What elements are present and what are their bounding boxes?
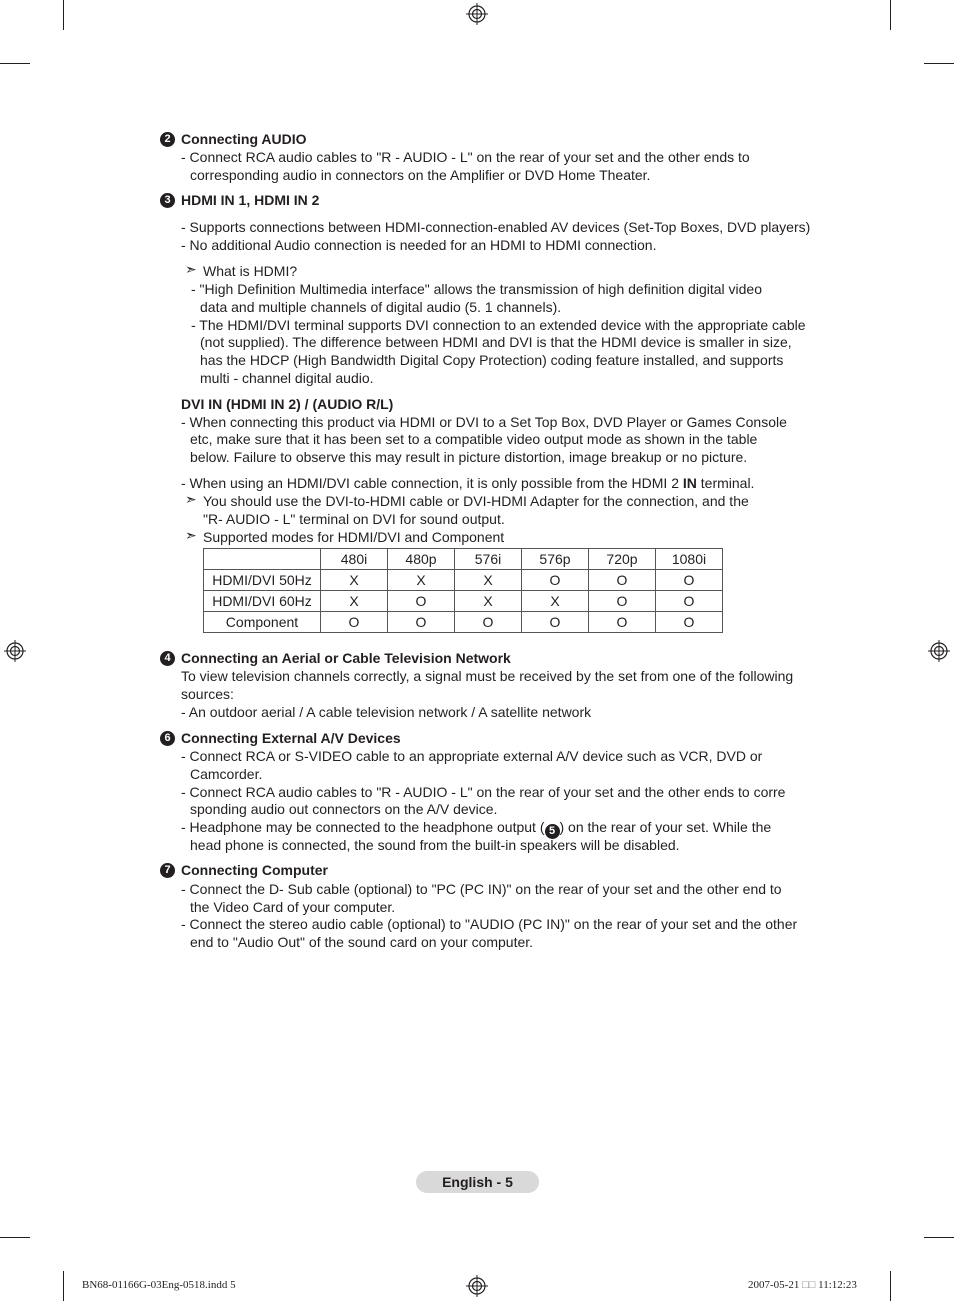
section-number-badge: 3 (160, 193, 175, 208)
table-row (204, 591, 723, 612)
table-cell: X (321, 570, 388, 591)
table-cell: X (321, 591, 388, 612)
body-line: the Video Card of your computer. (190, 899, 396, 915)
body-line: sponding audio out connectors on the A/V device. (190, 801, 498, 817)
body-line: has the HDCP (High Bandwidth Digital Copy Protection) coding feature installed, and supports (200, 352, 784, 368)
table-header-row (204, 549, 723, 570)
table-cell: Component (204, 612, 321, 633)
table-cell: O (589, 591, 656, 612)
section-number-badge: 6 (160, 731, 175, 746)
table-row (204, 612, 723, 633)
body-line: You should use the DVI-to-HDMI cable or DVI-HDMI Adapter for the connection, and the (203, 493, 749, 509)
body-text: - When using an HDMI/DVI cable connection, it is only possible from the HDMI 2 (181, 475, 683, 491)
note-arrow-icon: ➣ (185, 261, 197, 277)
section-title: Connecting Computer (181, 862, 328, 878)
body-line: Camcorder. (190, 766, 263, 782)
supported-modes-table (203, 548, 723, 633)
body-text: ) on the rear of your set. While the (559, 819, 772, 835)
table-cell: X (455, 591, 522, 612)
headphone-output-number-badge: 5 (545, 824, 560, 839)
footer-timestamp (748, 1279, 857, 1291)
table-header-cell: 480p (388, 549, 455, 570)
body-line: data and multiple channels of digital audio (5. 1 channels). (200, 299, 562, 315)
table-cell: O (388, 612, 455, 633)
table-cell: X (388, 570, 455, 591)
body-line: - Supports connections between HDMI-connection-enabled AV devices (Set-Top Boxes, DVD players) (181, 219, 811, 235)
footer-file-name: BN68-01166G-03Eng-0518.indd 5 (82, 1279, 236, 1291)
page-number-badge: English - 5 (416, 1171, 539, 1193)
body-line: (not supplied). The difference between HDMI and DVI is that the HDMI device is smaller in size, (200, 334, 792, 350)
body-text: terminal. (696, 475, 755, 491)
body-line: - Connect the stereo audio cable (optional) to "AUDIO (PC IN)" on the rear of your set and the other (181, 916, 798, 932)
body-line: - No additional Audio connection is needed for an HDMI to HDMI connection. (181, 237, 657, 253)
table-row (204, 570, 723, 591)
section-title: Connecting AUDIO (181, 131, 307, 147)
body-line: - Connect RCA audio cables to "R - AUDIO - L" on the rear of your set and the other ends to corre (181, 784, 786, 800)
body-line: To view television channels correctly, a signal must be received by the set from one of the following (181, 668, 794, 684)
table-cell: X (455, 570, 522, 591)
body-line: Supported modes for HDMI/DVI and Component (203, 529, 505, 545)
body-line: multi - channel digital audio. (200, 370, 374, 386)
footer-time: 11:12:23 (818, 1279, 857, 1291)
body-line: - Connect the D- Sub cable (optional) to "PC (PC IN)" on the rear of your set and the other end to (181, 881, 782, 897)
table-cell: O (656, 570, 723, 591)
terminal-name: IN (682, 475, 697, 491)
section-number-badge: 7 (160, 863, 175, 878)
crop-mark (63, 0, 64, 30)
body-line: - An outdoor aerial / A cable television network / A satellite network (181, 704, 592, 720)
crop-mark (890, 0, 891, 30)
section-title: Connecting External A/V Devices (181, 730, 401, 746)
body-line: etc, make sure that it has been set to a compatible video output mode as shown in the table (190, 431, 758, 447)
note-arrow-icon: ➣ (185, 491, 197, 507)
crop-mark (0, 1237, 30, 1238)
registration-mark-icon (466, 3, 488, 25)
section-number-badge: 2 (160, 132, 175, 147)
table-cell: O (522, 570, 589, 591)
table-header-cell (204, 549, 321, 570)
body-line: below. Failure to observe this may result in picture distortion, image breakup or no picture. (190, 449, 748, 465)
crop-mark (924, 1237, 954, 1238)
section-number-badge: 4 (160, 651, 175, 666)
table-header-cell: 576p (522, 549, 589, 570)
table-cell: HDMI/DVI 60Hz (204, 591, 321, 612)
crop-mark (924, 63, 954, 64)
body-line: end to "Audio Out" of the sound card on your computer. (190, 934, 534, 950)
table-cell: O (522, 612, 589, 633)
crop-mark (890, 1271, 891, 1301)
table-cell: O (321, 612, 388, 633)
section-title: HDMI IN 1, HDMI IN 2 (181, 192, 320, 208)
footer-date-glyphs: □□ (802, 1279, 816, 1291)
crop-mark (0, 63, 30, 64)
table-cell: X (522, 591, 589, 612)
body-line (181, 818, 771, 837)
table-cell: O (589, 570, 656, 591)
body-line: - When connecting this product via HDMI or DVI to a Set Top Box, DVD Player or Games Console (181, 414, 787, 430)
table-cell: O (656, 612, 723, 633)
crop-mark (63, 1271, 64, 1301)
registration-mark-icon (4, 640, 26, 662)
body-line: head phone is connected, the sound from the built-in speakers will be disabled. (190, 837, 680, 853)
table-cell: HDMI/DVI 50Hz (204, 570, 321, 591)
body-line: "R- AUDIO - L" terminal on DVI for sound output. (203, 511, 505, 527)
table-header-cell: 720p (589, 549, 656, 570)
table-cell: O (656, 591, 723, 612)
table-header-cell: 1080i (656, 549, 723, 570)
note-arrow-icon: ➣ (185, 527, 197, 543)
body-line: - Connect RCA or S-VIDEO cable to an appropriate external A/V device such as VCR, DVD or (181, 748, 763, 764)
registration-mark-icon (466, 1275, 488, 1297)
table-cell: O (455, 612, 522, 633)
body-text: - Headphone may be connected to the headphone output ( (181, 819, 545, 835)
body-line: corresponding audio in connectors on the Amplifier or DVD Home Theater. (190, 167, 651, 183)
body-line: - The HDMI/DVI terminal supports DVI connection to an extended device with the appropriate cable (191, 317, 806, 333)
registration-mark-icon (928, 640, 950, 662)
table-cell: O (388, 591, 455, 612)
body-line: - Connect RCA audio cables to "R - AUDIO - L" on the rear of your set and the other ends to (181, 149, 750, 165)
table-cell: O (589, 612, 656, 633)
body-line (181, 474, 754, 492)
table-header-cell: 480i (321, 549, 388, 570)
note-title: What is HDMI? (203, 263, 298, 279)
footer-date: 2007-05-21 (748, 1279, 800, 1291)
body-line: sources: (181, 686, 234, 702)
section-title: Connecting an Aerial or Cable Television Network (181, 650, 511, 666)
body-line: - "High Definition Multimedia interface" allows the transmission of high definition digital video (191, 281, 762, 297)
table-header-cell: 576i (455, 549, 522, 570)
subsection-title: DVI IN (HDMI IN 2) / (AUDIO R/L) (181, 396, 394, 412)
